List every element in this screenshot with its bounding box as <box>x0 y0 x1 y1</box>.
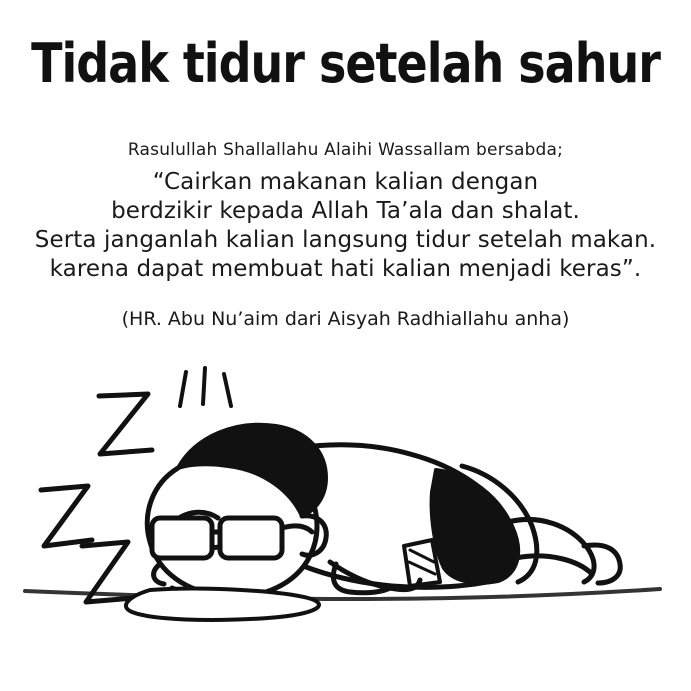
drool-puddle <box>126 589 319 620</box>
leg-upper <box>508 519 594 582</box>
sleep-marks-icon <box>180 368 231 406</box>
sleeping-man-illustration <box>0 350 691 691</box>
page-title: Tidak tidur setelah sahur <box>31 31 660 95</box>
snore-letter-z-large <box>99 394 152 454</box>
hair-shape <box>178 425 326 516</box>
quote-line-2: berdzikir kepada Allah Ta’ala dan shalat. <box>111 198 580 224</box>
quote-attribution-bottom: (HR. Abu Nu’aim dari Aisyah Radhiallahu anha) <box>121 308 570 330</box>
snore-letter-z-medium <box>41 486 92 546</box>
quote-line-3: Serta janganlah kalian langsung tidur setelah makan. <box>34 227 657 253</box>
quote-attribution-top: Rasulullah Shallallahu Alaihi Wassallam bersabda; <box>127 140 564 160</box>
glasses-icon <box>152 518 312 558</box>
quote-block <box>0 138 691 332</box>
quote-line-1: “Cairkan makanan kalian dengan <box>152 169 539 195</box>
quote-line-4: karena dapat membuat hati kalian menjadi keras”. <box>49 256 642 282</box>
leg-lower <box>516 556 592 574</box>
